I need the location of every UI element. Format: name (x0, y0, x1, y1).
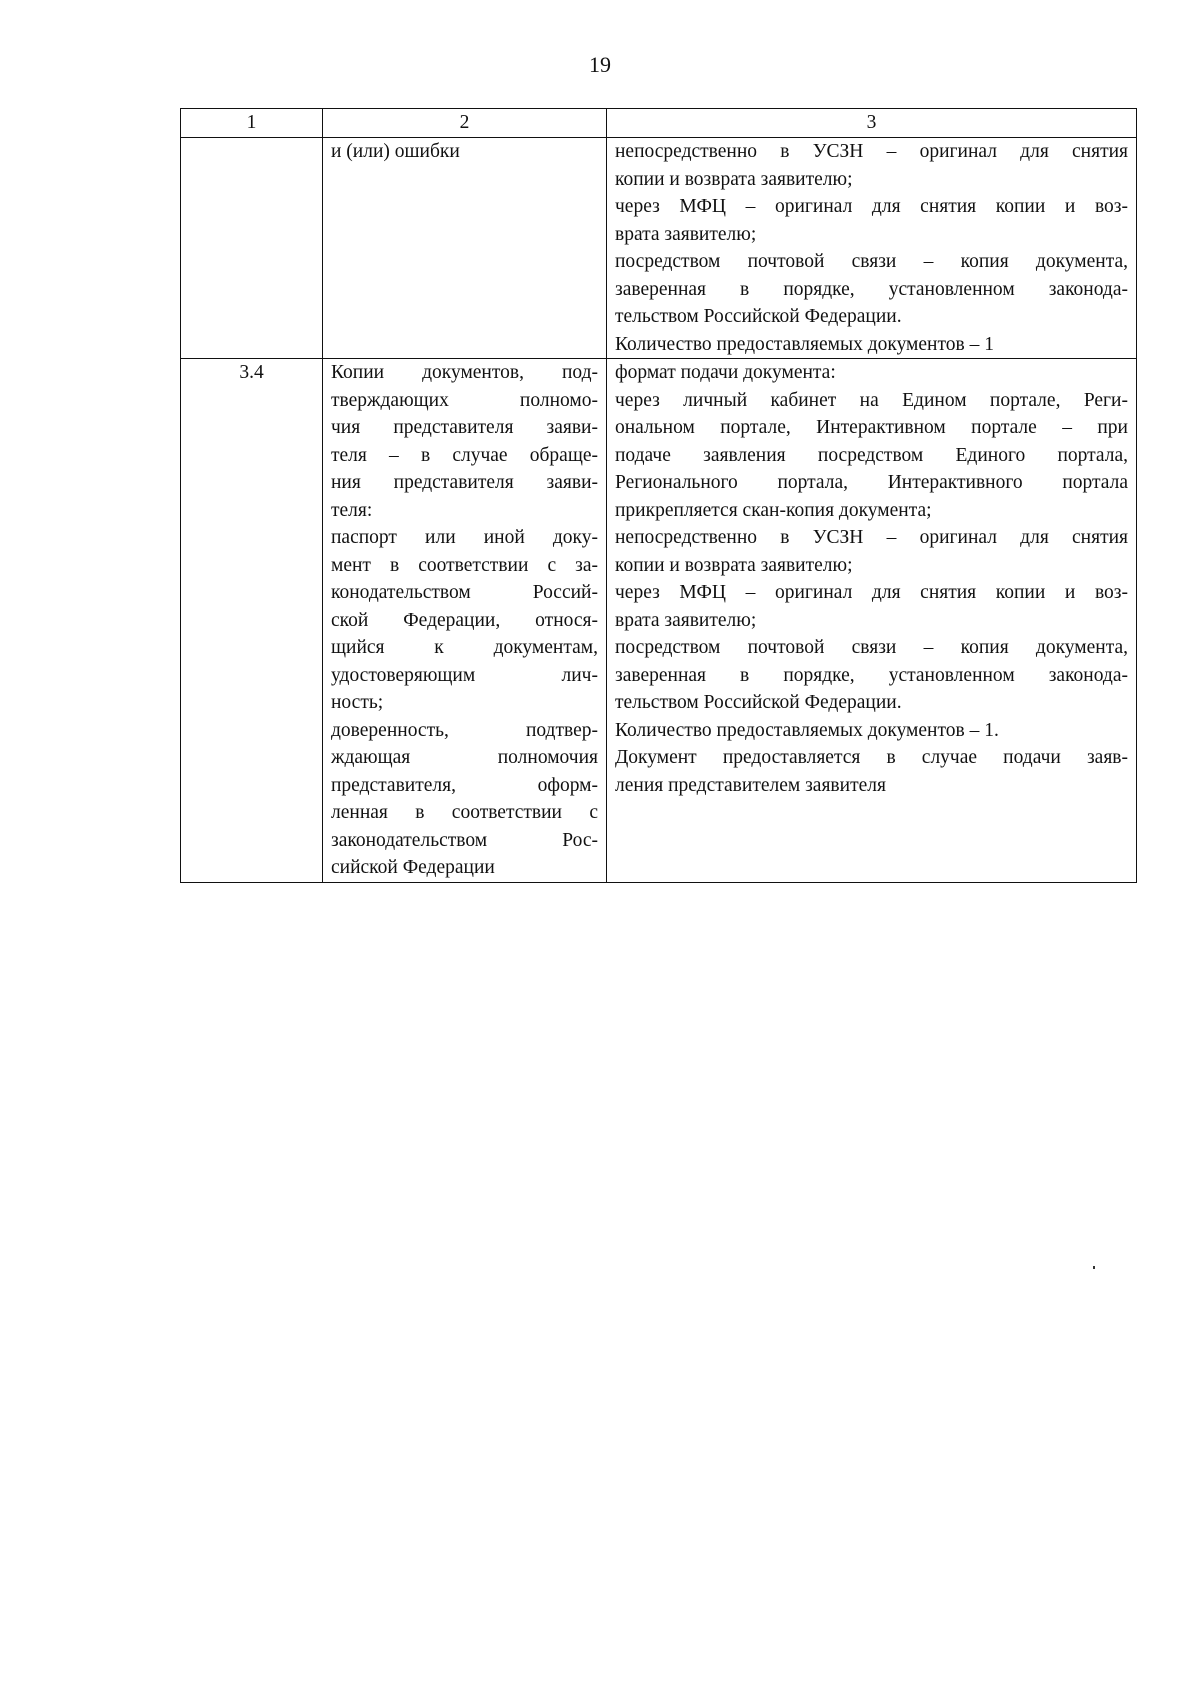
scan-speck (1093, 1266, 1095, 1269)
cell-text-line: врата заявителю; (615, 609, 757, 631)
submission-format-cell (607, 138, 1137, 359)
table-header-row (181, 109, 1137, 138)
cell-text-line: заверенная в порядке, установленном законода- (615, 664, 1128, 686)
cell-text-line: Копии документов, под- (331, 362, 598, 383)
cell-text-line: тверждающих полномо- (331, 389, 598, 411)
cell-text-line: через личный кабинет на Едином портале, Реги- (615, 389, 1128, 411)
cell-text-line: формат подачи документа: (615, 362, 836, 383)
cell-text-line: мент в соответствии с за- (331, 554, 598, 576)
cell-text-line: сийской Федерации (331, 857, 495, 878)
cell-text-line: ской Федерации, относя- (331, 609, 598, 631)
cell-text-line: доверенность, подтвер- (331, 719, 598, 741)
cell-text-line: чия представителя заяви- (331, 417, 598, 438)
cell-text-line: Количество предоставляемых документов – 1 (615, 333, 994, 355)
cell-text-line: непосредственно в УСЗН – оригинал для снятия (615, 141, 1128, 162)
cell-text-line: подаче заявления посредством Единого портала, (615, 444, 1128, 466)
cell-text-line: копии и возврата заявителю; (615, 554, 853, 576)
cell-text-line: Количество предоставляемых документов – 1. (615, 719, 999, 741)
header-col-2: 2 (323, 109, 607, 138)
cell-text-line: посредством почтовой связи – копия документа, (615, 637, 1128, 658)
cell-text-line: через МФЦ – оригинал для снятия копии и воз- (615, 196, 1128, 217)
cell-text-line: законодательством Рос- (331, 829, 598, 851)
cell-text-line: заверенная в порядке, установленном законода- (615, 278, 1128, 300)
cell-text-line: теля: (331, 499, 373, 521)
document-table (180, 108, 1137, 883)
cell-text-line: ональном портале, Интерактивном портале – при (615, 417, 1128, 438)
cell-text-line: ждающая полномочия (331, 747, 598, 768)
document-name-cell (323, 359, 607, 883)
header-col-3: 3 (607, 109, 1137, 138)
table-row (181, 138, 1137, 359)
cell-text-line: удостоверяющим лич- (331, 664, 598, 686)
document-name-cell (323, 138, 607, 359)
cell-text-line: ность; (331, 692, 384, 713)
cell-text-line: щийся к документам, (331, 637, 598, 658)
row-number-cell: 3.4 (181, 359, 323, 883)
cell-text-line: Документ предоставляется в случае подачи заяв- (615, 747, 1128, 768)
page-number: 19 (589, 52, 611, 77)
cell-text-line: тельством Российской Федерации. (615, 306, 902, 327)
cell-text-line: и (или) ошибки (331, 141, 460, 162)
table-row (181, 359, 1137, 883)
cell-text-line: теля – в случае обраще- (331, 444, 598, 466)
cell-text-line: паспорт или иной доку- (331, 527, 598, 548)
cell-text-line: Регионального портала, Интерактивного портала (615, 472, 1128, 493)
row-number-cell (181, 138, 323, 359)
cell-text-line: непосредственно в УСЗН – оригинал для снятия (615, 527, 1128, 548)
cell-text-line: через МФЦ – оригинал для снятия копии и воз- (615, 582, 1128, 603)
cell-text-line: конодательством Россий- (331, 582, 598, 603)
cell-text-line: врата заявителю; (615, 223, 757, 245)
cell-text-line: тельством Российской Федерации. (615, 692, 902, 713)
cell-text-line: прикрепляется скан-копия документа; (615, 499, 932, 521)
cell-text-line: представителя, оформ- (331, 774, 598, 796)
cell-text-line: ния представителя заяви- (331, 472, 598, 493)
header-col-1: 1 (181, 109, 323, 138)
cell-text-line: ленная в соответствии с (331, 802, 598, 823)
submission-format-cell (607, 359, 1137, 883)
cell-text-line: ления представителем заявителя (615, 774, 886, 796)
cell-text-line: посредством почтовой связи – копия документа, (615, 251, 1128, 272)
cell-text-line: копии и возврата заявителю; (615, 168, 853, 190)
